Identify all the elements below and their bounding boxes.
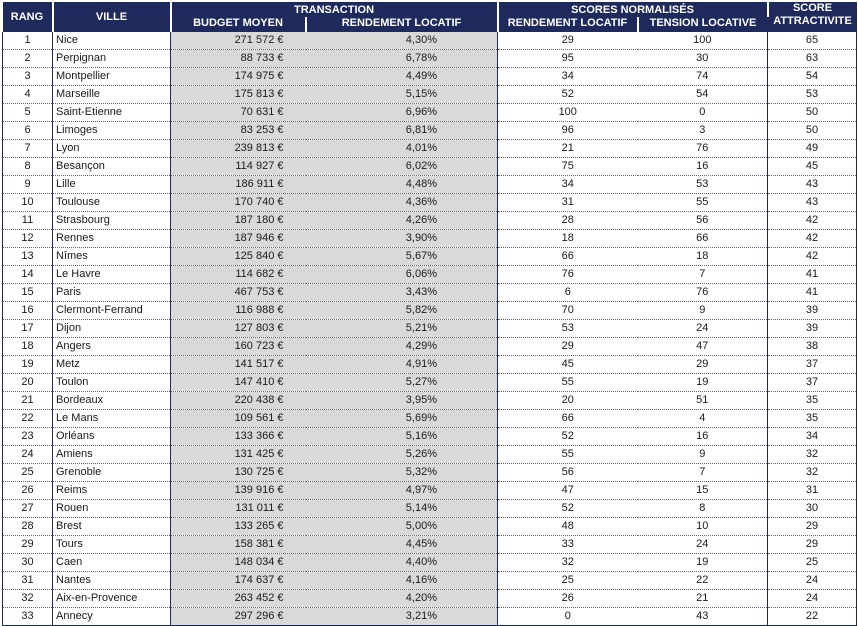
yield-score-cell: 25 xyxy=(498,572,638,590)
yield-cell: 5,32% xyxy=(306,464,498,482)
city-cell: Reims xyxy=(53,482,171,500)
table-row xyxy=(3,608,857,626)
yield-cell: 6,06% xyxy=(306,266,498,284)
tension-score-cell: 24 xyxy=(638,320,768,338)
tension-score-cell: 30 xyxy=(638,50,768,68)
city-cell: Nantes xyxy=(53,572,171,590)
yield-score-cell: 20 xyxy=(498,392,638,410)
ranking-table-container xyxy=(2,2,856,626)
rank-cell: 13 xyxy=(3,248,53,266)
rank-cell: 12 xyxy=(3,230,53,248)
tension-score-cell: 56 xyxy=(638,212,768,230)
city-cell: Metz xyxy=(53,356,171,374)
budget-cell: 148 034 € xyxy=(171,554,306,572)
table-row xyxy=(3,68,857,86)
attractiveness-score-cell: 49 xyxy=(768,140,857,158)
yield-cell: 6,78% xyxy=(306,50,498,68)
attractiveness-score-cell: 32 xyxy=(768,464,857,482)
tension-score-cell: 76 xyxy=(638,284,768,302)
table-row xyxy=(3,446,857,464)
city-cell: Strasbourg xyxy=(53,212,171,230)
rank-cell: 33 xyxy=(3,608,53,626)
yield-score-cell: 66 xyxy=(498,410,638,428)
table-row xyxy=(3,212,857,230)
rank-cell: 4 xyxy=(3,86,53,104)
rank-cell: 2 xyxy=(3,50,53,68)
yield-cell: 3,21% xyxy=(306,608,498,626)
attractiveness-score-cell: 41 xyxy=(768,266,857,284)
rank-cell: 31 xyxy=(3,572,53,590)
tension-score-cell: 4 xyxy=(638,410,768,428)
attractiveness-score-cell: 24 xyxy=(768,590,857,608)
rank-cell: 24 xyxy=(3,446,53,464)
budget-cell: 133 366 € xyxy=(171,428,306,446)
city-cell: Tours xyxy=(53,536,171,554)
table-row xyxy=(3,248,857,266)
yield-cell: 4,36% xyxy=(306,194,498,212)
rank-cell: 27 xyxy=(3,500,53,518)
rank-cell: 8 xyxy=(3,158,53,176)
city-cell: Perpignan xyxy=(53,50,171,68)
yield-cell: 4,26% xyxy=(306,212,498,230)
budget-cell: 186 911 € xyxy=(171,176,306,194)
yield-score-cell: 29 xyxy=(498,32,638,50)
tension-score-cell: 7 xyxy=(638,464,768,482)
header-rang: RANG xyxy=(3,2,53,32)
budget-cell: 109 561 € xyxy=(171,410,306,428)
city-cell: Lille xyxy=(53,176,171,194)
header-score-line1: SCORE xyxy=(792,2,833,14)
tension-score-cell: 24 xyxy=(638,536,768,554)
header-ville: VILLE xyxy=(53,2,171,32)
attractiveness-score-cell: 43 xyxy=(768,176,857,194)
rank-cell: 21 xyxy=(3,392,53,410)
attractiveness-score-cell: 35 xyxy=(768,410,857,428)
table-row xyxy=(3,554,857,572)
budget-cell: 175 813 € xyxy=(171,86,306,104)
header-score-line2: ATTRACTIVITE xyxy=(773,15,852,27)
city-cell: Lyon xyxy=(53,140,171,158)
table-row xyxy=(3,536,857,554)
table-row xyxy=(3,266,857,284)
budget-cell: 114 682 € xyxy=(171,266,306,284)
yield-score-cell: 52 xyxy=(498,428,638,446)
attractiveness-score-cell: 63 xyxy=(768,50,857,68)
city-cell: Dijon xyxy=(53,320,171,338)
yield-cell: 4,91% xyxy=(306,356,498,374)
yield-cell: 5,67% xyxy=(306,248,498,266)
attractiveness-score-cell: 29 xyxy=(768,536,857,554)
yield-cell: 4,48% xyxy=(306,176,498,194)
yield-score-cell: 52 xyxy=(498,86,638,104)
attractiveness-score-cell: 30 xyxy=(768,500,857,518)
table-row xyxy=(3,284,857,302)
header-score-attractivite xyxy=(768,2,857,32)
yield-cell: 5,69% xyxy=(306,410,498,428)
yield-score-cell: 56 xyxy=(498,464,638,482)
rank-cell: 3 xyxy=(3,68,53,86)
attractiveness-score-cell: 42 xyxy=(768,212,857,230)
yield-cell: 4,20% xyxy=(306,590,498,608)
yield-cell: 6,96% xyxy=(306,104,498,122)
table-row xyxy=(3,302,857,320)
yield-cell: 4,01% xyxy=(306,140,498,158)
attractiveness-score-cell: 45 xyxy=(768,158,857,176)
table-row xyxy=(3,374,857,392)
yield-score-cell: 34 xyxy=(498,176,638,194)
city-cell: Caen xyxy=(53,554,171,572)
yield-cell: 4,30% xyxy=(306,32,498,50)
attractiveness-score-cell: 31 xyxy=(768,482,857,500)
table-row xyxy=(3,338,857,356)
budget-cell: 187 180 € xyxy=(171,212,306,230)
yield-score-cell: 6 xyxy=(498,284,638,302)
yield-cell: 4,49% xyxy=(306,68,498,86)
table-row xyxy=(3,230,857,248)
tension-score-cell: 10 xyxy=(638,518,768,536)
budget-cell: 83 253 € xyxy=(171,122,306,140)
city-cell: Toulouse xyxy=(53,194,171,212)
yield-score-cell: 0 xyxy=(498,608,638,626)
budget-cell: 88 733 € xyxy=(171,50,306,68)
yield-score-cell: 45 xyxy=(498,356,638,374)
attractiveness-score-cell: 54 xyxy=(768,68,857,86)
yield-cell: 5,27% xyxy=(306,374,498,392)
yield-score-cell: 26 xyxy=(498,590,638,608)
tension-score-cell: 7 xyxy=(638,266,768,284)
city-cell: Paris xyxy=(53,284,171,302)
tension-score-cell: 18 xyxy=(638,248,768,266)
tension-score-cell: 19 xyxy=(638,374,768,392)
tension-score-cell: 51 xyxy=(638,392,768,410)
yield-cell: 4,45% xyxy=(306,536,498,554)
yield-score-cell: 33 xyxy=(498,536,638,554)
rank-cell: 17 xyxy=(3,320,53,338)
tension-score-cell: 53 xyxy=(638,176,768,194)
yield-cell: 5,14% xyxy=(306,500,498,518)
city-cell: Clermont-Ferrand xyxy=(53,302,171,320)
table-header xyxy=(3,2,857,32)
yield-score-cell: 76 xyxy=(498,266,638,284)
yield-cell: 5,15% xyxy=(306,86,498,104)
budget-cell: 220 438 € xyxy=(171,392,306,410)
rank-cell: 7 xyxy=(3,140,53,158)
tension-score-cell: 29 xyxy=(638,356,768,374)
rank-cell: 1 xyxy=(3,32,53,50)
tension-score-cell: 15 xyxy=(638,482,768,500)
city-cell: Angers xyxy=(53,338,171,356)
table-row xyxy=(3,464,857,482)
attractiveness-score-cell: 24 xyxy=(768,572,857,590)
tension-score-cell: 8 xyxy=(638,500,768,518)
table-row xyxy=(3,50,857,68)
rank-cell: 6 xyxy=(3,122,53,140)
attractiveness-score-cell: 32 xyxy=(768,446,857,464)
attractiveness-score-cell: 42 xyxy=(768,230,857,248)
header-rendement-locatif: RENDEMENT LOCATIF xyxy=(306,17,498,32)
yield-score-cell: 53 xyxy=(498,320,638,338)
attractiveness-score-cell: 29 xyxy=(768,518,857,536)
tension-score-cell: 47 xyxy=(638,338,768,356)
tension-score-cell: 54 xyxy=(638,86,768,104)
city-cell: Besançon xyxy=(53,158,171,176)
tension-score-cell: 21 xyxy=(638,590,768,608)
tension-score-cell: 55 xyxy=(638,194,768,212)
yield-cell: 3,43% xyxy=(306,284,498,302)
yield-cell: 6,81% xyxy=(306,122,498,140)
table-row xyxy=(3,500,857,518)
attractiveness-score-cell: 22 xyxy=(768,608,857,626)
rank-cell: 32 xyxy=(3,590,53,608)
city-cell: Brest xyxy=(53,518,171,536)
city-cell: Montpellier xyxy=(53,68,171,86)
rank-cell: 26 xyxy=(3,482,53,500)
header-score-tension: TENSION LOCATIVE xyxy=(638,17,768,32)
tension-score-cell: 9 xyxy=(638,446,768,464)
tension-score-cell: 9 xyxy=(638,302,768,320)
table-row xyxy=(3,140,857,158)
yield-cell: 5,82% xyxy=(306,302,498,320)
attractiveness-score-cell: 34 xyxy=(768,428,857,446)
tension-score-cell: 16 xyxy=(638,428,768,446)
rank-cell: 28 xyxy=(3,518,53,536)
yield-cell: 4,40% xyxy=(306,554,498,572)
tension-score-cell: 19 xyxy=(638,554,768,572)
ranking-table xyxy=(2,2,857,626)
rank-cell: 30 xyxy=(3,554,53,572)
tension-score-cell: 3 xyxy=(638,122,768,140)
attractiveness-score-cell: 65 xyxy=(768,32,857,50)
table-row xyxy=(3,482,857,500)
city-cell: Amiens xyxy=(53,446,171,464)
attractiveness-score-cell: 37 xyxy=(768,374,857,392)
table-row xyxy=(3,194,857,212)
attractiveness-score-cell: 50 xyxy=(768,104,857,122)
budget-cell: 116 988 € xyxy=(171,302,306,320)
table-row xyxy=(3,158,857,176)
yield-cell: 3,90% xyxy=(306,230,498,248)
table-row xyxy=(3,356,857,374)
header-score-rendement: RENDEMENT LOCATIF xyxy=(498,17,638,32)
yield-cell: 5,16% xyxy=(306,428,498,446)
budget-cell: 139 916 € xyxy=(171,482,306,500)
yield-score-cell: 55 xyxy=(498,446,638,464)
table-row xyxy=(3,392,857,410)
yield-score-cell: 96 xyxy=(498,122,638,140)
table-row xyxy=(3,428,857,446)
yield-cell: 5,26% xyxy=(306,446,498,464)
tension-score-cell: 16 xyxy=(638,158,768,176)
rank-cell: 9 xyxy=(3,176,53,194)
budget-cell: 133 265 € xyxy=(171,518,306,536)
city-cell: Rouen xyxy=(53,500,171,518)
attractiveness-score-cell: 35 xyxy=(768,392,857,410)
yield-score-cell: 34 xyxy=(498,68,638,86)
rank-cell: 20 xyxy=(3,374,53,392)
tension-score-cell: 43 xyxy=(638,608,768,626)
budget-cell: 170 740 € xyxy=(171,194,306,212)
table-row xyxy=(3,410,857,428)
attractiveness-score-cell: 38 xyxy=(768,338,857,356)
table-row xyxy=(3,320,857,338)
table-body xyxy=(3,32,857,626)
attractiveness-score-cell: 42 xyxy=(768,248,857,266)
rank-cell: 22 xyxy=(3,410,53,428)
table-row xyxy=(3,104,857,122)
rank-cell: 5 xyxy=(3,104,53,122)
yield-score-cell: 21 xyxy=(498,140,638,158)
yield-score-cell: 66 xyxy=(498,248,638,266)
tension-score-cell: 22 xyxy=(638,572,768,590)
city-cell: Nice xyxy=(53,32,171,50)
yield-score-cell: 29 xyxy=(498,338,638,356)
yield-score-cell: 52 xyxy=(498,500,638,518)
rank-cell: 19 xyxy=(3,356,53,374)
budget-cell: 141 517 € xyxy=(171,356,306,374)
table-row xyxy=(3,86,857,104)
header-budget-moyen: BUDGET MOYEN xyxy=(171,17,306,32)
city-cell: Le Mans xyxy=(53,410,171,428)
city-cell: Le Havre xyxy=(53,266,171,284)
rank-cell: 23 xyxy=(3,428,53,446)
budget-cell: 239 813 € xyxy=(171,140,306,158)
attractiveness-score-cell: 41 xyxy=(768,284,857,302)
budget-cell: 271 572 € xyxy=(171,32,306,50)
city-cell: Marseille xyxy=(53,86,171,104)
city-cell: Nîmes xyxy=(53,248,171,266)
budget-cell: 114 927 € xyxy=(171,158,306,176)
yield-cell: 4,97% xyxy=(306,482,498,500)
tension-score-cell: 100 xyxy=(638,32,768,50)
rank-cell: 25 xyxy=(3,464,53,482)
table-row xyxy=(3,590,857,608)
attractiveness-score-cell: 53 xyxy=(768,86,857,104)
city-cell: Annecy xyxy=(53,608,171,626)
yield-score-cell: 70 xyxy=(498,302,638,320)
rank-cell: 14 xyxy=(3,266,53,284)
budget-cell: 263 452 € xyxy=(171,590,306,608)
budget-cell: 467 753 € xyxy=(171,284,306,302)
budget-cell: 131 011 € xyxy=(171,500,306,518)
budget-cell: 174 637 € xyxy=(171,572,306,590)
budget-cell: 147 410 € xyxy=(171,374,306,392)
yield-cell: 5,21% xyxy=(306,320,498,338)
city-cell: Rennes xyxy=(53,230,171,248)
tension-score-cell: 76 xyxy=(638,140,768,158)
attractiveness-score-cell: 25 xyxy=(768,554,857,572)
city-cell: Orléans xyxy=(53,428,171,446)
budget-cell: 131 425 € xyxy=(171,446,306,464)
yield-score-cell: 28 xyxy=(498,212,638,230)
budget-cell: 160 723 € xyxy=(171,338,306,356)
rank-cell: 18 xyxy=(3,338,53,356)
budget-cell: 130 725 € xyxy=(171,464,306,482)
yield-cell: 4,16% xyxy=(306,572,498,590)
budget-cell: 125 840 € xyxy=(171,248,306,266)
city-cell: Grenoble xyxy=(53,464,171,482)
tension-score-cell: 74 xyxy=(638,68,768,86)
city-cell: Bordeaux xyxy=(53,392,171,410)
yield-score-cell: 32 xyxy=(498,554,638,572)
yield-score-cell: 48 xyxy=(498,518,638,536)
table-row xyxy=(3,572,857,590)
attractiveness-score-cell: 50 xyxy=(768,122,857,140)
budget-cell: 297 296 € xyxy=(171,608,306,626)
budget-cell: 127 803 € xyxy=(171,320,306,338)
attractiveness-score-cell: 39 xyxy=(768,320,857,338)
yield-cell: 3,95% xyxy=(306,392,498,410)
header-transaction: TRANSACTION xyxy=(171,2,498,17)
yield-score-cell: 18 xyxy=(498,230,638,248)
city-cell: Aix-en-Provence xyxy=(53,590,171,608)
rank-cell: 11 xyxy=(3,212,53,230)
rank-cell: 16 xyxy=(3,302,53,320)
table-row xyxy=(3,518,857,536)
yield-score-cell: 75 xyxy=(498,158,638,176)
rank-cell: 10 xyxy=(3,194,53,212)
yield-cell: 4,29% xyxy=(306,338,498,356)
table-row xyxy=(3,32,857,50)
city-cell: Limoges xyxy=(53,122,171,140)
header-scores-normalises: SCORES NORMALISÉS xyxy=(498,2,768,17)
tension-score-cell: 0 xyxy=(638,104,768,122)
budget-cell: 158 381 € xyxy=(171,536,306,554)
table-row xyxy=(3,122,857,140)
yield-cell: 6,02% xyxy=(306,158,498,176)
city-cell: Saint-Etienne xyxy=(53,104,171,122)
yield-score-cell: 47 xyxy=(498,482,638,500)
budget-cell: 187 946 € xyxy=(171,230,306,248)
yield-score-cell: 31 xyxy=(498,194,638,212)
attractiveness-score-cell: 43 xyxy=(768,194,857,212)
city-cell: Toulon xyxy=(53,374,171,392)
rank-cell: 29 xyxy=(3,536,53,554)
yield-score-cell: 55 xyxy=(498,374,638,392)
budget-cell: 174 975 € xyxy=(171,68,306,86)
attractiveness-score-cell: 39 xyxy=(768,302,857,320)
rank-cell: 15 xyxy=(3,284,53,302)
table-row xyxy=(3,176,857,194)
attractiveness-score-cell: 37 xyxy=(768,356,857,374)
tension-score-cell: 66 xyxy=(638,230,768,248)
yield-score-cell: 100 xyxy=(498,104,638,122)
yield-cell: 5,00% xyxy=(306,518,498,536)
yield-score-cell: 95 xyxy=(498,50,638,68)
budget-cell: 70 631 € xyxy=(171,104,306,122)
